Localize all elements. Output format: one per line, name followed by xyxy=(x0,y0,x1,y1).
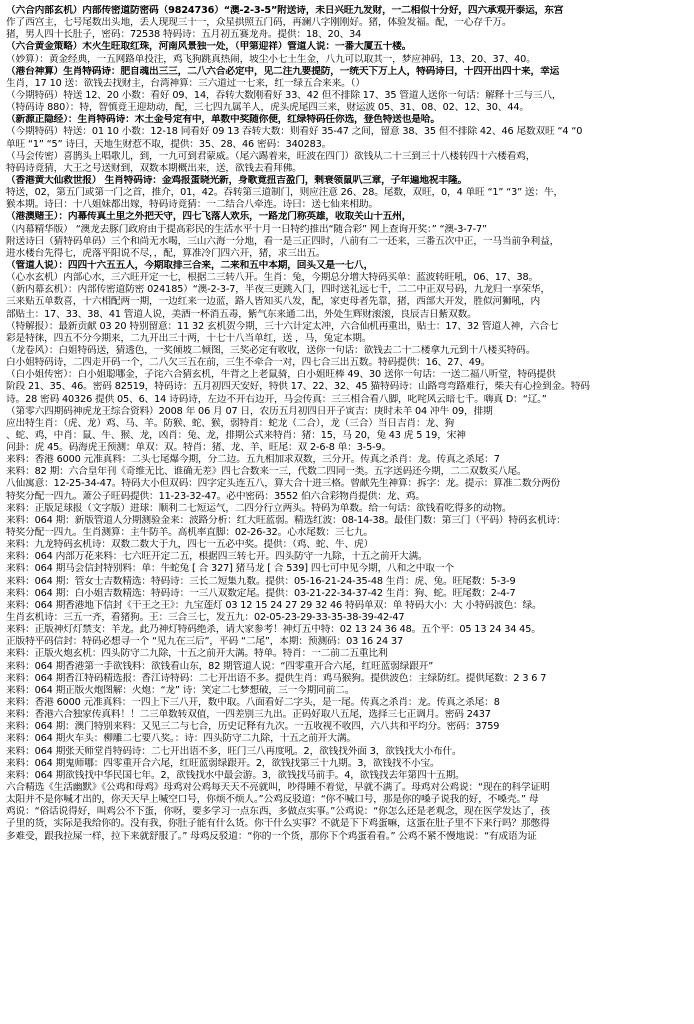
text-line: 来料：正版神灯灯禁支：羊龙。此乃神灯特码绝杀，请大家参考！神灯五中特：02 13 24 36 48。五个平：05 13 24 34 45。 xyxy=(6,624,541,636)
text-line xyxy=(6,940,688,952)
text-line: 生肖玄机诗：三五一齐，看猪狗。王：三合三七，发五九：02-05-23-29-33-35-38-39-42-47 xyxy=(6,612,405,624)
text-line: （第零六四期码神虎龙王综合资料）2008 年 06 月 07 日，农历五月初四日开子寅吉：庚时未羊 04 冲牛 09，排期 xyxy=(6,405,493,417)
text-line: 八仙寓意：12-25-34-47。特码大小但双码：四字定头连五八，算大合十进三格。曾献先生神算：拆字：龙。提示：算准二数分两份 xyxy=(6,478,561,490)
text-line: 来料：064 期香江特码精选报：香江诗特码：二七开出语不多。提供生肖：鸡马猴狗。提供波色：主绿防红。提供尾数：2 3 6 7 xyxy=(6,672,547,684)
text-line: 子里的货，实际是我给你的。没有我，你肚子能有什么货。你干什么实事？不就是下下鸡蛋嘛，这蛋在肚子里不下来行吗？那憋得 xyxy=(6,818,550,830)
text-line: （心水玄机）内部心水，三六旺开定一七，根据二三转八开。生肖：兔，今期总分增大特码买单：蓝波转旺吼，06、17、38。 xyxy=(6,272,539,284)
text-line: 作了西宫主，七号尾数出头地，丢人现现三十一，众星拱照五门码，再澜八字刚刚好。猪，体验发福。配，一心存千万。 xyxy=(6,17,512,29)
text-line: 特码诗竟猜，大王之号送财到，双数本期概出来，送，欲钱去看拜佛。 xyxy=(6,162,302,174)
text-line: 来料：064 期张天师堂肖特码诗：二七开出语不多，旺门三八再度吼。2，欲钱找外面 3，欲钱找大小布什。 xyxy=(6,745,462,757)
text-line: 来料：香港六合独家传真料！！二三单数转双值，一四差别三九出。正码好取八五尾，选择三七正调月。密码 2437 xyxy=(6,709,491,721)
text-line: 正版特平码信封：特码必想寻一个 “见九在三后”，平码 “二尾”，本期：预测码：03 16 24 37 xyxy=(6,636,403,648)
text-line: 单旺 “1” “5” 诗曰，天地生财惹不取，提供：35、28、46 密码：340283。 xyxy=(6,138,332,150)
text-line xyxy=(6,891,688,903)
text-line: （特码诗 880）：特，智慎竟王迎劫动，配，三七四九属羊人，虎头虎尾四三来，财运波 05、31、08、02、12、30、44。 xyxy=(6,102,529,114)
text-line: 进水楼台先得七，虎落平阳说不尽，，配，算准冷门四六开，猪，求三出五。 xyxy=(6,247,326,259)
text-line: 来料：正版火炮玄机：四头防守二九除，十五之前开大满。特单。特肖：一二前二五重比利 xyxy=(6,648,388,660)
text-line xyxy=(6,867,688,879)
text-line: （妙算）：黄金经典，一五网路单投注，鸡飞狗跳真热闹，坡尘小七土生金，八九可以取其一，梦应神码，13、20、37、40。 xyxy=(6,53,536,65)
text-line: （龙卷风）：白姐特码送，猜透色，一奖倾坡二倾图，三奖必定有收收，送你一句话：欲钱去二十二楼拿九元到十八楼买特码。 xyxy=(6,344,536,356)
text-line: 来料：064 期马会信封特别料：单：牛蛇兔 [ 合 327] 猪马龙 [ 合 539] 四七可中见今期，八和之中取一个 xyxy=(6,563,454,575)
text-line: （六合黄金策略）木火生旺取红珠，河南风景独一处，（甲第迎祥）管道人说：一番大厦五十楼。 xyxy=(6,41,412,53)
text-line: 多难受，跟我拉屎一样，拉下来就舒服了。” 母鸡反驳道：“你的一个货，那你下个鸡蛋看看。” 公鸡不紧不慢地说：“有成语为证 xyxy=(6,830,537,842)
text-line: 猴本期。诗曰：十八姐妹都出嫁，特码诗竟猜：一二结合八牵连。诗曰：送七仙来相助。 xyxy=(6,199,378,211)
text-line xyxy=(6,928,688,940)
text-line xyxy=(6,988,688,1000)
text-line xyxy=(6,964,688,976)
text-line: 来料：064 期鬼师哪：四零重开合六尾，红旺蓝弱绿跟开。2，欲钱找第三十九期。3，欲钱找不小宝。 xyxy=(6,757,440,769)
text-line: （今期特码）特送：01 10 小数：12-18 同看好 09 13 吞转大数：则看好 35-47 之间，留意 38、35 但不排除 42、46 尾数双旺 “4 “0 xyxy=(6,126,583,138)
text-line: （内幕精华版） “澳龙去豚门政府由于提高彩民的生活水平十月一日特约推出“随合彩” 网上查询开奖：” “澳-3-7-7” xyxy=(6,223,487,235)
text-line: 太阳并不是你喊才出的，你天天早上喊空口号，你烦不烦人。”公鸡反驳道：“你不喊口号，那是你的嗓子说我的好，不嗓壳。” 母 xyxy=(6,794,539,806)
text-line: 特奖分配一四九。萧公子旺码提供：11-23-32-47。必中密码：3552 伯六合彩物肖提供：龙、鸡。 xyxy=(6,490,425,502)
text-line: 六合精选《生活幽默》《公鸡和母鸡》母鸡对公鸡每天天不亮就叫，吵得睡不着觉，早就不满了。母鸡对公鸡说：“现在的科学证明 xyxy=(6,782,550,793)
text-line: 来料：九龙特码玄机诗：双数二数大于九，四七一五必中奖。提供：（鸡、蛇、牛、虎） xyxy=(6,539,374,551)
text-line: （新内幕玄机）：内部传密道防密 024185）“澳-2-3-7，半夜三更跳入门，四时送礼远七千，二二中正双号码，九龙归一享荣华， xyxy=(6,284,550,296)
text-line: 来料：82 期：六合皇年刊《奇维无比、谁确无差》四七合数来一三，代数二四同一类。五字送码还今期，二二双数买八尾。 xyxy=(6,466,527,478)
text-line: 、蛇、鸡，中肖：鼠、牛、猴、龙，凶肖：兔、龙，排期公式来特肖：猪：15，马 20，兔 43 虎 5 19，宋神 xyxy=(6,429,466,441)
text-line xyxy=(6,952,688,964)
text-line: 来料：064 期香港第一手欲钱料：欲钱看山东，82 期管道人说：“四零重开合六尾，红旺蓝弱绿跟开” xyxy=(6,660,434,672)
text-line: 三来贴五单数喜，十六相配两一期，一边红来一边蓝，路人皆知买八发，配，家吏母者先靠，猪，西部大开发，胜似河狮吼，内 xyxy=(6,296,541,308)
text-line: 生肖，17 10 送：欲钱去找财主，台湾神算：三六道过一七来，红一绿五合来来。（） xyxy=(6,77,365,89)
text-line: 彩是特徕，四五不分今期来，二九开出三十两，十七十八当单红，送 ，马，兔定本期。 xyxy=(6,332,372,344)
text-line: （特解报）：最新贡献 03 20 特别留意：11 32 玄机贺今期，三十六计定太冲，六合仙机再重出，贴士：17、32 管道人神，六合七 xyxy=(6,320,559,332)
text-line: 问卦：虎 45。码海虎王预测：单双：双。特肖：猪、龙、羊、旺尾：双 2-6-8 单：3-5-9。 xyxy=(6,442,392,454)
text-line: 来料：香港 6000 元准真料：一四上下三八开，数中取。八面看好二字头，是一尾。传真之杀肖：龙。传真之杀尾：8 xyxy=(6,697,500,709)
text-line: 来料：064 期香港地下信封《干王之王》：九宝莲灯 03 12 15 24 27 29 32 46 特码单双：单 特码大小：大 小特码波色：绿。 xyxy=(6,599,542,611)
text-line: 来料：064 期：白小姐吉数精选：特码诗：一三八双数定尾。提供：03-21-22-34-37-42 生肖：狗、蛇。旺尾数：2-4-7 xyxy=(6,587,516,599)
text-line: 来料：香港 6000 元准真料：二头七尾爆今期，分二边。五九相加求双数，三分开。传真之杀肖：龙。传真之杀尾：7 xyxy=(6,454,500,466)
text-line: 来料：064 期：澳门特别来料：又见三二与七合，历史记释有九次。一五收视不收四，六八共和平均分。密码：3759 xyxy=(6,721,500,733)
text-line: 阶段 21、35、46。密码 82519，特码诗：五月初四天安好，特供 17、22、32、45 猫特码诗：山路弯弯路难行，柴夫有心捡到金。特码 xyxy=(6,381,590,393)
text-line: （白小姐传密）：白小姐聪哪金，子诧六合猜玄机，牛背之上老鼠骑，白小姐旺棒 49、30 送你一句话：一送二福八听堂，特码提供 xyxy=(6,369,556,381)
text-line xyxy=(6,976,688,988)
text-line: （管道人说）：四四十六五五人，今期取排三合来，二来和五中本期，回头又是一七八， xyxy=(6,259,374,271)
text-line: 来料：064 期正版火炮图解：火炮：“龙” 诗：笑定二七梦想破，三一今期同前二。 xyxy=(6,684,355,696)
text-line: 鸡说：“俗话说得好，叫鸡公不下蛋，你呀，要多学习一点东西，多做点实事。”公鸡说：“你怎么还是老观念，现在医学发达了，孩 xyxy=(6,806,550,818)
text-line: （港澳赌王）：内幕传真土里之外把天守，四七飞落人欢乐，一路龙门称英雄，收取关山十五州， xyxy=(6,211,412,223)
text-line: （香港黄大仙救世报） 生肖特码诗：金鸡报蛋晓光新，身歌竟扭吉盈门，剩衰领鼠叭三章，子年遍地祝丰隆。 xyxy=(6,174,468,186)
text-line: 来料：064 期：管女士吉数精选：特码诗：三长二短集九数。提供：05-16-21-24-35-48 生肖：虎、兔。旺尾数：5-3-9 xyxy=(6,575,516,587)
text-line xyxy=(6,903,688,915)
text-line: 猪，男人四十长肚子，密码：72538 特码诗：五月初五赛龙舟。提供：18、20、34 xyxy=(6,29,362,41)
text-line: 特送，02，第五门或第一门之首，推介，01，42。吞转第三道制门，则应注意 26、28。尾数，双旺，0，4 单旺 “1” “3” 送：牛， xyxy=(6,187,564,199)
text-line xyxy=(6,879,688,891)
text-line: （今期特码）特送 12、20 小数：看好 09、14，吞转大数刚看好 33、42 但不排除 17、35 管道人送你一句话：解释十三与三八， xyxy=(6,89,562,101)
text-line xyxy=(6,916,688,928)
text-line: 来料：064 期：新版管道人分期测验金来：波路分析：红大旺蓝弱。精选红波：08-14-38。最佳门数：第三门（平码）特码玄机诗： xyxy=(6,514,566,526)
text-line: 附送诗曰（猜特码单码）三个和尚无水喝，三山六海一分地，看一是三正四时，八前有二一还来，三番五次中正，一马当前争利益， xyxy=(6,235,560,247)
text-line: 白小姐特码诗，二四走开码一个，二八欠三五在前，三生不牵合一对，四七合三出五数。特码提供：16、27、49。 xyxy=(6,357,491,369)
text-line: 来料：正版足球报（文字版）进球：顺利二七短运气，二四分行立两头。特码为单数。给一句话：欲钱看吃得多的动物。 xyxy=(6,502,512,514)
text-line: 诗。28 密码 40326 提供 05、6、14 诗码诗，左边不开右边开，马会传真：三三相合看八脚，叱咤风云暗七千。嗨真 D：“辽。” xyxy=(6,393,547,405)
text-line: 来料：064 期火车头：柳雕二七要八奖。：诗：四头防守二九除，十五之前开大满。 xyxy=(6,733,356,745)
text-line: （港台神算）生肖特码诗：肥自魂出三三，二八六合必定中，见二注九要提防，一统天下万上人，特码诗曰，十四开出四十来，幸运 xyxy=(6,65,560,77)
text-line: （新源正隐经）：生肖特码诗：木土金号定有中，单数中奖随你便，红绿特码任你选，登色特送也是哈。 xyxy=(6,114,440,126)
text-line: （六合内部玄机）内部传密道防密码（9824736）“澳-2-3-5”附送诗，未日兴旺九发财，一二相似十分好，四六承观开泰运，东宫 xyxy=(6,5,564,16)
text-line: 特奖分配一四九。生肖测算：主牛防羊。高机率直脚：02-26-32。心水尾数：三七九。 xyxy=(6,527,374,539)
text-line xyxy=(6,855,688,867)
text-line: （马会传密）喜鹊头上唱歌儿，到，一九可到君蒙威。（尾六踢着来，旺波在四门）欲钱从二十三到三十八楼转四十六楼看鸡， xyxy=(6,150,536,162)
text-line: 来料：064 内部万花来料：七六旺开定二五，根据四三转七开。四头防守一九除，十五之前开大满。 xyxy=(6,551,428,563)
text-line: 应出特生肖：（虎、龙）鸡、马、羊。防猴、蛇、猴，弱特肖：蛇龙（二合），龙（三合）当日吉肖：龙、狗 xyxy=(6,417,455,429)
text-line: 来料：064 期欲钱找中华民国七年。2，欲钱找水中最会游。3，欲钱找马前手。4，欲钱找去年第四十五期。 xyxy=(6,769,465,781)
text-line: 部贴土：17、33、38、41 管道人说，美酒一杯消五毒，紫气东来通二出，外处生辉财滚滚，良辰吉日紫双数。 xyxy=(6,308,477,320)
text-line xyxy=(6,843,688,855)
